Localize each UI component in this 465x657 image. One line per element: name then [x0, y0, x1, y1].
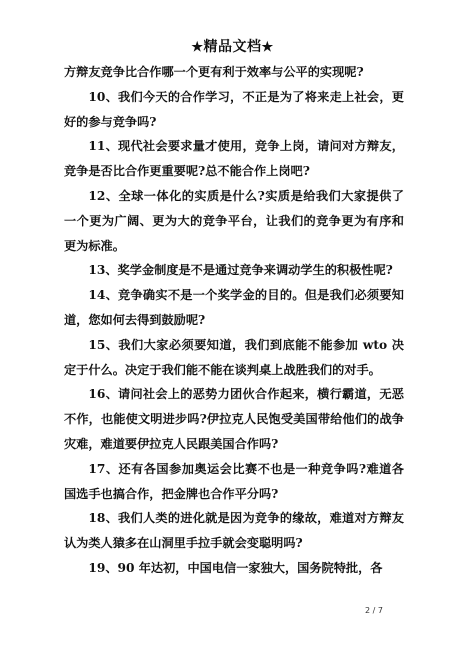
paragraph: 18、我们人类的进化就是因为竞争的缘故，难道对方辩友认为类人猿多在山洞里手拉手就会变聪明吗? — [64, 511, 404, 551]
header-title: 精品文档 — [203, 39, 262, 55]
paragraph: 15、我们大家必须要知道，我们到底能不能参加 wto 决定于什么。决定于我们能不能在谈判桌上战胜我们的对手。 — [64, 337, 404, 377]
document-body — [64, 60, 404, 581]
paragraph: 13、奖学金制度是不是通过竞争来调动学生的积极性呢? — [88, 263, 393, 278]
paragraph: 19、90 年达初，中国电信一家独大，国务院特批，各 — [88, 560, 383, 575]
paragraph: 11、现代社会要求量才使用，竞争上岗，请问对方辩友，竞争是否比合作更重要呢?总不能合作上岗吧? — [64, 139, 404, 179]
paragraph: 14、竞争确实不是一个奖学金的目的。但是我们必须要知道，您如何去得到鼓励呢? — [64, 288, 404, 327]
paragraph: 17、还有各国参加奥运会比赛不也是一种竞争吗?难道各国选手也搞合作，把金牌也合作平分吗? — [64, 461, 404, 501]
document-header — [0, 36, 465, 56]
paragraph: 16、请问社会上的恶势力团伙合作起来，横行霸道，无恶不作，也能使文明进步吗?伊拉克人民饱受美国带给他们的战争灾难，难道要伊拉克人民跟美国合作吗? — [64, 387, 404, 451]
paragraph-continuation: 方辩友竞争比合作哪一个更有利于效率与公平的实现呢? — [64, 65, 364, 79]
star-icon: ★ — [261, 40, 274, 55]
paragraph: 12、全球一体化的实质是什么?实质是给我们大家提供了一个更为广阔、更为大的竞争平台，让我们的竞争更为有序和更为标准。 — [64, 188, 404, 253]
paragraph: 10、我们今天的合作学习，不正是为了将来走上社会，更好的参与竞争吗? — [64, 89, 404, 129]
star-icon: ★ — [191, 40, 204, 55]
page-number: 2 / 7 — [365, 606, 383, 615]
